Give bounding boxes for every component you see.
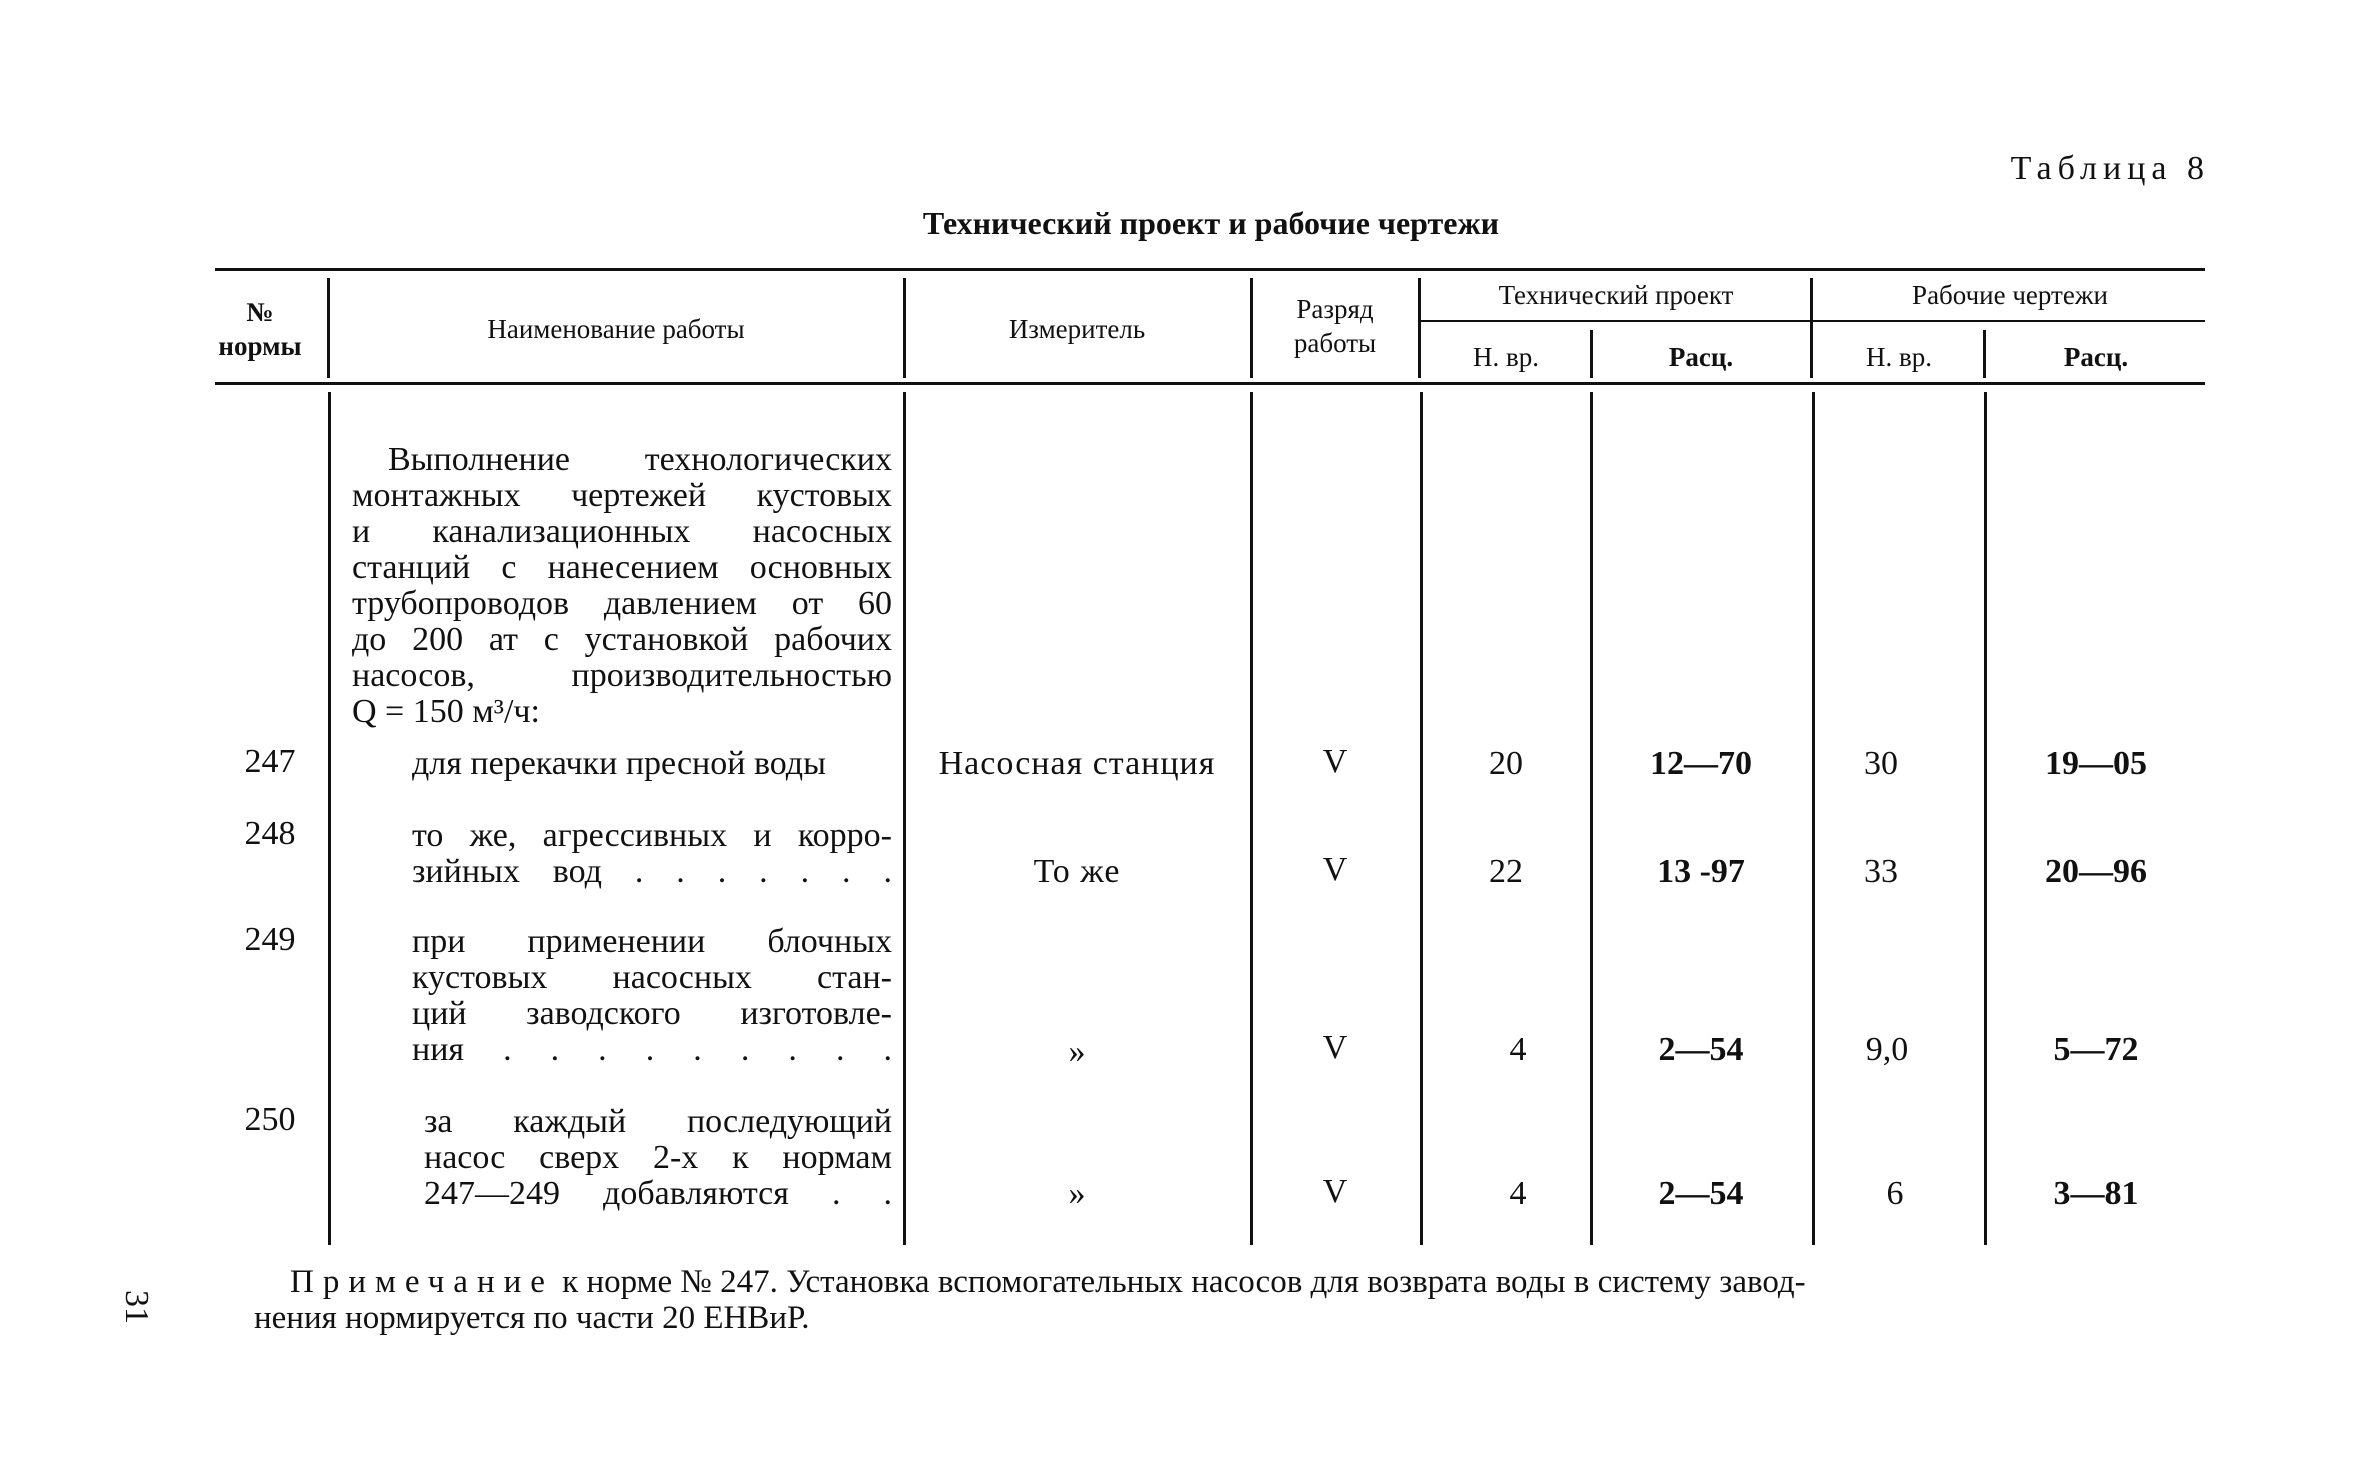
column-divider: [1590, 392, 1593, 1245]
column-divider: [1812, 392, 1815, 1245]
header-norm-no: № нормы: [218, 297, 302, 361]
row-249-wd-rate: 5—72: [2053, 1031, 2139, 1068]
header-divider: [1810, 278, 1813, 378]
row-247-wd-time: 30: [1864, 745, 1898, 782]
header-divider: [1250, 278, 1253, 378]
row-248-unit: То же: [1033, 853, 1121, 890]
row-250-name: за каждый последующий насос сверх 2-х к нормам 247—249 добавляются . .: [424, 1103, 892, 1212]
footnote: [254, 1264, 2210, 1336]
header-wd-rate: Расц.: [2063, 342, 2129, 372]
column-divider: [1984, 392, 1987, 1245]
table-title: Технический проект и рабочие чертежи: [922, 205, 1500, 241]
header-tech-project: Технический проект: [1498, 280, 1734, 310]
table-label: Таблица 8: [2010, 150, 2210, 187]
row-248-tp-time: 22: [1489, 853, 1523, 890]
header-divider: [903, 278, 906, 378]
header-wd-time: Н. вр.: [1866, 342, 1932, 372]
row-250-unit: »: [1068, 1175, 1086, 1212]
column-divider: [328, 392, 331, 1245]
row-248-grade: V: [1322, 851, 1348, 888]
header-subdivider-tech: [1420, 320, 1810, 322]
row-248-wd-time: 33: [1864, 853, 1898, 890]
footnote-line-1: [290, 1264, 2210, 1300]
footnote-line-2: нения нормируется по части 20 ЕНВиР.: [254, 1300, 810, 1336]
header-subdivider-work: [1812, 320, 2205, 322]
header-unit: Измеритель: [1008, 314, 1146, 344]
column-divider: [1250, 392, 1253, 1245]
intro-paragraph: Выполнение технологических монтажных чертежей кустовых и канализационных насосных станций с нанесением основных трубопроводов давлением от 60 до 200 ат с установкой рабочих насосов, производительностью Q = 150 м³/ч:: [352, 441, 892, 730]
header-bottom-rule: [215, 382, 2205, 385]
row-247-unit: Насосная станция: [938, 745, 1216, 782]
header-divider: [1983, 330, 1986, 378]
row-248-no: 248: [244, 815, 296, 852]
header-grade: Разряд работы: [1293, 294, 1377, 358]
header-tp-time: Н. вр.: [1473, 342, 1539, 372]
row-250-wd-rate: 3—81: [2053, 1175, 2139, 1212]
row-250-no: 250: [244, 1101, 296, 1138]
row-248-tp-rate: 13 -97: [1657, 853, 1745, 890]
row-249-tp-time: 4: [1509, 1031, 1527, 1068]
row-247-name: для перекачки пресной воды: [412, 745, 826, 782]
header-divider: [327, 278, 330, 378]
header-divider: [1590, 330, 1593, 378]
row-249-tp-rate: 2—54: [1658, 1031, 1744, 1068]
row-247-tp-time: 20: [1489, 745, 1523, 782]
row-250-wd-time: 6: [1886, 1175, 1904, 1212]
row-249-grade: V: [1322, 1029, 1348, 1066]
row-248-wd-rate: 20—96: [2045, 853, 2147, 890]
row-249-name: при применении блочных кустовых насосных стан- ций заводского изготовле- ния . . . . . . . . .: [412, 923, 892, 1068]
row-247-wd-rate: 19—05: [2045, 745, 2147, 782]
row-249-wd-time: 9,0: [1865, 1031, 1909, 1068]
header-working-drawings: Рабочие чертежи: [1912, 280, 2108, 310]
header-tp-rate: Расц.: [1668, 342, 1734, 372]
column-divider: [1420, 392, 1423, 1245]
page-number: 31: [118, 1290, 155, 1324]
row-249-no: 249: [244, 921, 296, 958]
footnote-label: Примечание: [290, 1264, 554, 1300]
row-249-unit: »: [1068, 1033, 1086, 1070]
row-250-tp-time: 4: [1509, 1175, 1527, 1212]
footnote-text: к норме № 247. Установка вспомогательных насосов для возврата воды в систему завод-: [562, 1264, 1806, 1300]
header-work-name: Наименование работы: [487, 314, 745, 344]
row-247-no: 247: [244, 743, 296, 780]
column-divider: [903, 392, 906, 1245]
row-250-grade: V: [1322, 1173, 1348, 1210]
row-250-tp-rate: 2—54: [1658, 1175, 1744, 1212]
header-divider: [1418, 278, 1421, 378]
row-248-name: то же, агрессивных и корро- зийных вод . . . . . . .: [412, 817, 892, 890]
table-top-rule: [215, 268, 2205, 271]
row-247-tp-rate: 12—70: [1650, 745, 1752, 782]
row-247-grade: V: [1322, 743, 1348, 780]
